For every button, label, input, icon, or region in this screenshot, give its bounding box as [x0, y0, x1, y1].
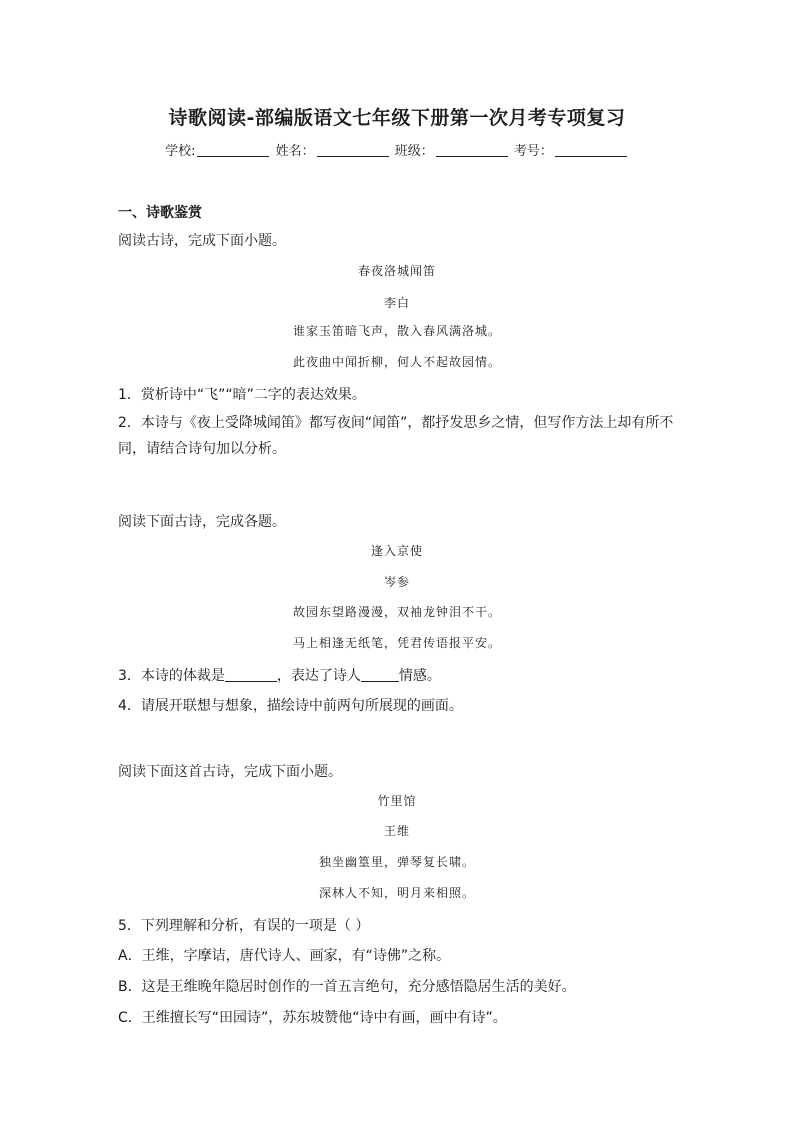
name-label: 姓名：: [275, 144, 315, 159]
poem2-line2: 马上相逢无纸笔，凭君传语报平安。: [292, 636, 501, 650]
poem3-author: 王维: [383, 824, 410, 838]
question-3: [118, 665, 441, 685]
poem3-title: 竹里馆: [377, 794, 417, 808]
option-a: A．王维，字摩诘，唐代诗人、画家，有“诗佛”之称。: [118, 948, 451, 964]
section-heading: 一、诗歌鉴赏: [118, 205, 202, 221]
q3-blank-genre[interactable]: [225, 669, 277, 682]
poem1-line2: 此夜曲中闻折柳，何人不起故园情。: [292, 355, 501, 369]
question-4: 4．请展开联想与想象，描绘诗中前两句所展现的画面。: [118, 698, 463, 714]
student-info-line: [0, 140, 794, 159]
poem3-line2: 深林人不知，明月来相照。: [318, 886, 475, 900]
school-blank[interactable]: [197, 144, 269, 157]
group3-intro: 阅读下面这首古诗，完成下面小题。: [118, 764, 342, 780]
question-2: 2．本诗与《夜上受降城闻笛》都写夜间“闻笛”，都抒发思乡之情，但写作方法上却有所不同，请结合诗句加以分析。: [118, 415, 674, 457]
question-5: 5．下列理解和分析，有误的一项是（ ）: [118, 918, 370, 934]
q3-blank-emotion[interactable]: [361, 669, 399, 682]
poem2-author: 岑参: [383, 575, 410, 589]
option-b: B．这是王维晚年隐居时创作的一首五言绝句，充分感悟隐居生活的美好。: [118, 979, 576, 995]
q3-text-3: 情感。: [398, 668, 441, 684]
q3-text-2: ，表达了诗人: [276, 668, 361, 684]
option-c: C．王维擅长写“田园诗”，苏东坡赞他“诗中有画，画中有诗”。: [118, 1010, 507, 1026]
exam-no-label: 考号：: [513, 144, 553, 159]
school-label: 学校:: [165, 144, 196, 159]
page-title: 诗歌阅读-部编版语文七年级下册第一次月考专项复习: [168, 107, 626, 129]
question-1: 1．赏析诗中“飞”“暗”二字的表达效果。: [118, 387, 366, 403]
group1-intro: 阅读古诗，完成下面小题。: [118, 233, 286, 249]
q3-text-1: 3．本诗的体裁是: [118, 668, 225, 684]
poem2-title: 逢入京使: [370, 544, 423, 558]
poem3-line1: 独坐幽篁里，弹琴复长啸。: [318, 855, 475, 869]
poem1-line1: 谁家玉笛暗飞声，散入春风满洛城。: [292, 324, 501, 338]
class-blank[interactable]: [436, 144, 508, 157]
poem2-line1: 故园东望路漫漫，双袖龙钟泪不干。: [292, 605, 501, 619]
name-blank[interactable]: [317, 144, 389, 157]
class-label: 班级：: [394, 144, 434, 159]
group2-intro: 阅读下面古诗，完成各题。: [118, 514, 286, 530]
poem1-title: 春夜洛城闻笛: [357, 264, 436, 278]
poem1-author: 李白: [383, 296, 410, 310]
exam-no-blank[interactable]: [555, 144, 627, 157]
